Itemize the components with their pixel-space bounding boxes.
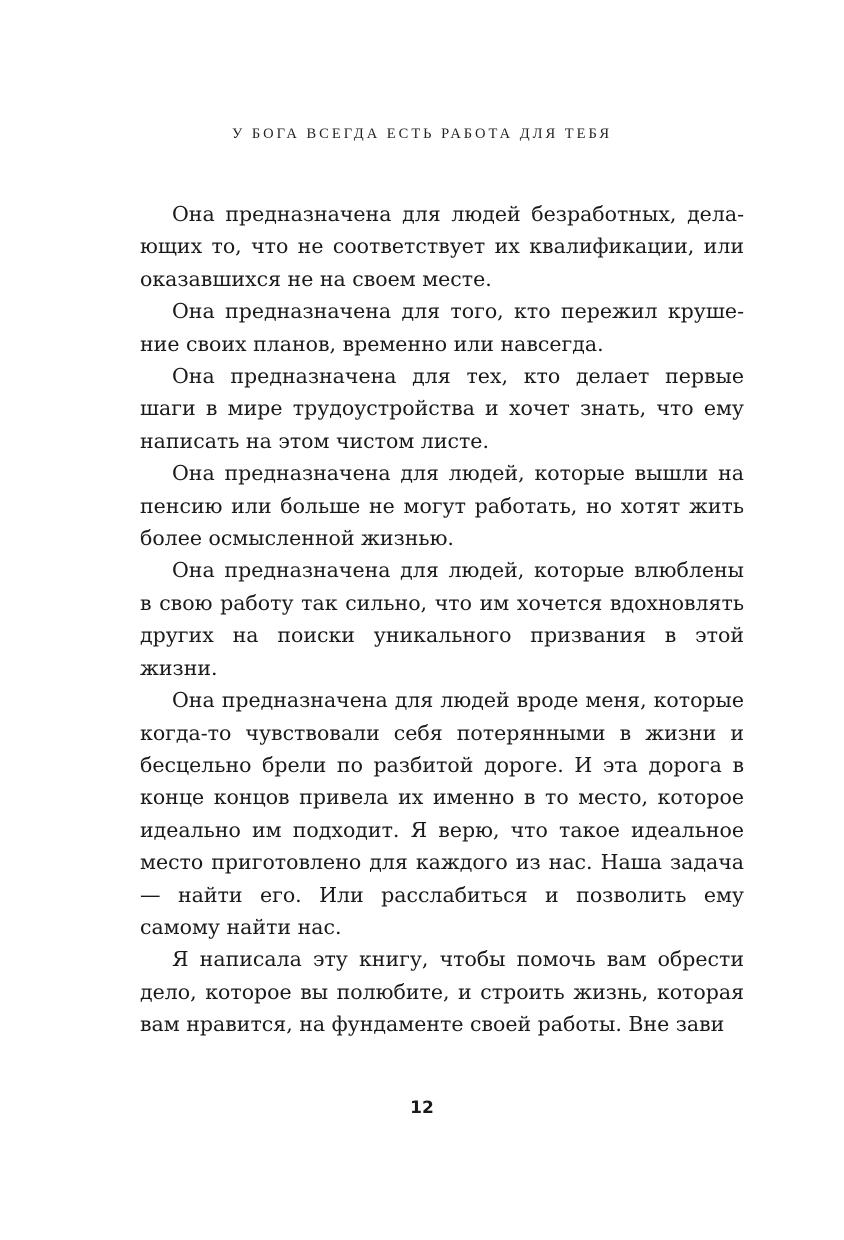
paragraph: Она предназначена для людей, которые влюблены в свою работу так сильно, что им хочется вдохновлять других на поиски уникального призвания в этой жизни. — [140, 558, 744, 680]
paragraph: Она предназначена для тех, кто делает первые шаги в мире трудоустройства и хочет знать, что ему написать на этом чистом листе. — [140, 364, 744, 453]
paragraph: Я написала эту книгу, чтобы помочь вам обрести дело, которое вы полюбите, и строить жизнь, которая вам нравится, на фундаменте своей работы. Вне зави — [140, 947, 744, 1037]
body-text — [140, 198, 744, 1041]
paragraph: Она предназначена для людей, которые вышли на пенсию или больше не могут работать, но хотят жить более осмысленной жизнью. — [140, 461, 744, 551]
paragraph: Она предназначена для того, кто пережил крушение своих планов, временно или навсегда. — [140, 299, 744, 356]
page-number: 12 — [410, 1098, 434, 1118]
paragraph: Она предназначена для людей безработных, делающих то, что не соответствует их квалификации, или оказавшихся не на своем месте. — [140, 202, 744, 291]
running-head: У БОГА ВСЕГДА ЕСТЬ РАБОТА ДЛЯ ТЕБЯ — [232, 126, 612, 142]
paragraph: Она предназначена для людей вроде меня, которые когда-то чувствовали себя потерянными в жизни и бесцельно брели по разбитой дороге. И эта дорога в конце концов привела их именно в то место, которое идеально им подходит. Я верю, что такое идеальное место приготовлено для каждого из нас. Наша задача — найти его. Или расслабиться и позволить ему самому найти нас. — [140, 688, 744, 939]
